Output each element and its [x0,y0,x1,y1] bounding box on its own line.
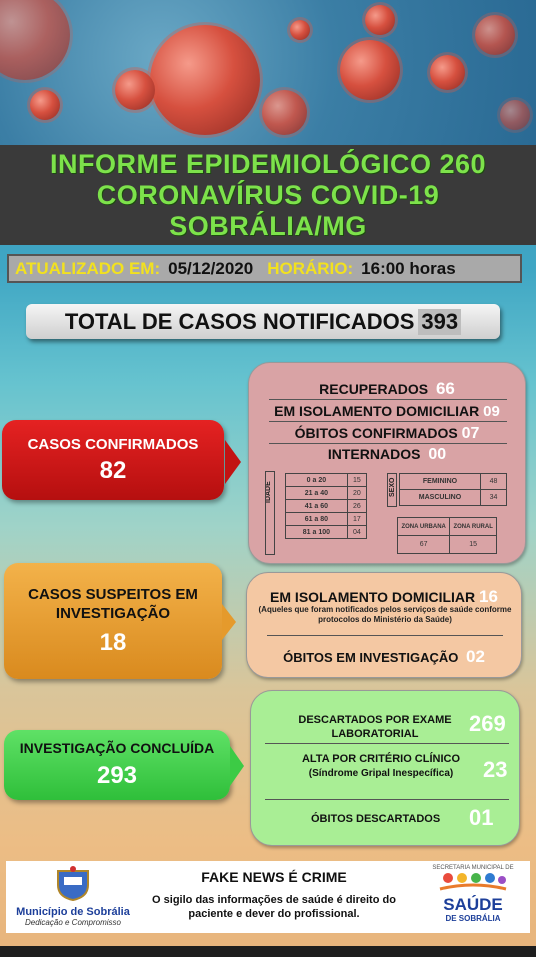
total-label: TOTAL DE CASOS NOTIFICADOS [64,308,415,334]
table-row [400,474,507,490]
age-range: 21 a 40 [286,487,348,500]
age-count: 20 [347,487,366,500]
age-count: 17 [347,513,366,526]
footer [6,861,530,933]
concluded-label: INVESTIGAÇÃO CONCLUÍDA [19,740,215,756]
coronavirus-banner-image [0,0,536,145]
age-title: IDADE [265,481,272,503]
zone-urban-value: 67 [398,536,450,554]
confirmed-deaths-value: 07 [461,425,480,442]
clinical-sub: (Síndrome Gripal Inespecífica) [308,768,454,779]
table-row [398,536,497,554]
title-line-2: CORONAVÍRUS COVID-19 [96,179,440,210]
bottom-bar [0,946,536,957]
sex-title: SEXO [389,477,396,497]
concluded-details-panel [250,690,520,846]
table-row [398,518,497,536]
fake-news-warning: FAKE NEWS É CRIME [201,869,347,885]
age-count: 15 [347,474,366,487]
recovered-label: RECUPERADOS [319,381,429,397]
confirmed-value: 82 [99,456,127,484]
suspected-label: CASOS SUSPEITOS EM INVESTIGAÇÃO [28,586,198,622]
sex-label: MASCULINO [400,490,481,506]
suspected-value: 18 [99,629,127,656]
updated-bar [7,254,522,283]
table-row [286,526,367,539]
suspected-deaths-value: 02 [465,647,485,666]
suspected-isolation-value: 16 [479,587,498,606]
sex-label: FEMININO [400,474,481,490]
title-line-1: INFORME EPIDEMIOLÓGICO 260 [49,148,487,179]
age-range: 41 a 60 [286,500,348,513]
coat-of-arms-icon [50,865,96,901]
suspected-deaths-label: ÓBITOS EM INVESTIGAÇÃO [283,650,459,665]
table-row [286,500,367,513]
clinical-value: 23 [483,757,508,782]
table-row [286,513,367,526]
privacy-message: O sigilo das informações de saúde é direito do paciente e dever do profissional. [152,894,396,920]
concluded-value: 293 [96,762,138,789]
date-value: 05/12/2020 [168,258,254,278]
title-line-3: SOBRÁLIA/MG [169,210,367,241]
age-range: 61 a 80 [286,513,348,526]
municipality-logo [14,865,132,929]
discarded-deaths-value: 01 [469,805,494,830]
time-label: HORÁRIO: [267,258,354,278]
table-row [286,487,367,500]
people-icon [438,871,508,891]
health-dept-city: DE SOBRÁLIA [445,914,501,923]
municipality-name: Município de Sobrália [16,906,130,918]
sex-count: 48 [481,474,507,490]
report-title [0,145,536,245]
concluded-investigation-box [4,730,230,800]
isolation-value: 09 [483,403,500,420]
suspected-details-panel [246,572,522,678]
total-cases-banner [26,304,500,339]
arrow-right-icon [222,604,236,640]
municipality-tagline: Dedicação e Compromisso [24,918,122,927]
sex-table [399,473,507,506]
age-count: 04 [347,526,366,539]
discarded-deaths-label: ÓBITOS DESCARTADOS [311,813,441,825]
confirmed-deaths-label: ÓBITOS CONFIRMADOS [294,425,458,441]
age-count: 26 [347,500,366,513]
isolation-label: EM ISOLAMENTO DOMICILIAR [274,403,480,419]
recovered-value: 66 [435,379,455,398]
confirmed-cases-box [2,420,224,500]
zone-rural-value: 15 [450,536,497,554]
time-value: 16:00 horas [361,258,456,278]
clinical-label: ALTA POR CRITÉRIO CLÍNICO [301,753,461,765]
age-range: 0 a 20 [286,474,348,487]
total-value: 393 [418,309,461,335]
health-dept-header: SECRETARIA MUNICIPAL DE [432,865,514,871]
zone-rural-label: ZONA RURAL [450,518,497,536]
table-row [400,490,507,506]
hospitalized-value: 00 [428,446,447,463]
table-row [286,474,367,487]
age-table [285,473,367,539]
confirmed-label: CASOS CONFIRMADOS [27,435,199,453]
zone-table [397,517,497,554]
age-range: 81 a 100 [286,526,348,539]
isolation-note: (Aqueles que foram notificados pelos serviços de saúde conforme protocolos do Ministério da Saúde) [258,605,512,624]
date-label: ATUALIZADO EM: [15,258,161,278]
sex-count: 34 [481,490,507,506]
discarded-value: 269 [469,711,506,736]
hospitalized-label: INTERNADOS [327,446,421,462]
health-dept-name: SAÚDE [443,895,503,914]
discarded-label: DESCARTADOS POR EXAME LABORATORIAL [298,714,452,740]
zone-urban-label: ZONA URBANA [398,518,450,536]
arrow-right-icon [230,746,244,786]
confirmed-details-panel [248,362,526,564]
arrow-right-icon [225,440,241,484]
health-department-logo [420,863,526,931]
suspected-cases-box [4,563,222,679]
suspected-isolation-label: EM ISOLAMENTO DOMICILIAR [270,589,476,605]
